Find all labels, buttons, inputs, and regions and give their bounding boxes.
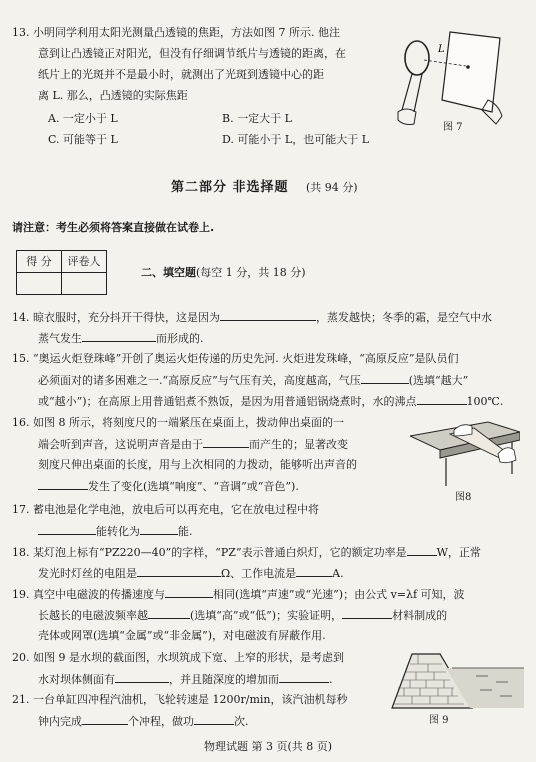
- notice-text: 请注意：考生必须将答案直接做在试卷上.: [12, 221, 215, 234]
- q17-line-2: 能转化为 能.: [38, 524, 193, 539]
- grader-header: 评卷人: [62, 251, 107, 273]
- q18-blank-1[interactable]: [407, 545, 437, 556]
- score-cell[interactable]: [17, 273, 62, 295]
- q16-line-1: 16. 如图 8 所示，将刻度尺的一端紧压在桌面上，拨动伸出桌面的一: [12, 416, 344, 429]
- q15-blank-2[interactable]: [417, 394, 467, 405]
- section-points: (共 94 分): [306, 181, 358, 194]
- q20-line-2: 水对坝体侧面有 ，并且随深度的增加而 .: [38, 673, 333, 686]
- q17-line-1: 17. 蓄电池是化学电池，放电后可以再充电，它在放电过程中将: [12, 503, 319, 516]
- part-note: (每空 1 分，共 18 分): [196, 266, 306, 279]
- q17-blank-2[interactable]: [140, 524, 178, 535]
- q18-line-1: 18. 某灯泡上标有“PZ220—40”的字样，“PZ”表示普通白炽灯，它的额定功率是 W，正常: [12, 546, 481, 559]
- q13-option-d: D. 可能小于 L，也可能大于 L: [222, 133, 370, 146]
- light-spot-icon: [466, 65, 470, 69]
- q16-line-3: 刻度尺伸出桌面的长度，用与上次相同的力拨动，能够听出声音的: [38, 458, 357, 471]
- q20-blank-1[interactable]: [115, 672, 169, 683]
- q21-blank-2[interactable]: [194, 714, 234, 725]
- q16-blank-2[interactable]: [38, 479, 88, 490]
- q15-line-2: 必须面对的诸多困难之一.“高原反应”与气压有关，高度越高，气压 (选填“越大”: [38, 374, 469, 387]
- paper-sheet-icon: [442, 32, 500, 112]
- q20-blank-2[interactable]: [279, 672, 329, 683]
- q13-option-a: A. 一定小于 L: [48, 112, 118, 125]
- figure-7-caption: 图 7: [443, 122, 463, 133]
- q18-line-2: 发光时灯丝的电阻是 Ω、工作电流是 A.: [38, 567, 344, 580]
- q19-blank-3[interactable]: [342, 608, 392, 619]
- q19-blank-1[interactable]: [165, 587, 213, 598]
- q14-blank-1[interactable]: [220, 310, 316, 321]
- q15-line-3: 或“越小”)；在高原上用普通铝煮不熟饭，是因为用普通铝锅烧煮时，水的沸点 100℃.: [38, 395, 504, 408]
- q16-blank-1[interactable]: [203, 437, 249, 448]
- q19-line-2: 长越长的电磁波频率越 (选填“高”或“低”)；实验证明， 材料制成的: [38, 609, 448, 622]
- q19-line-3: 壳体或网罩(选填“金属”或“非金属”)，对电磁波有屏蔽作用.: [38, 629, 326, 642]
- section-title: 第二部分 非选择题: [171, 180, 289, 195]
- grader-cell[interactable]: [62, 273, 107, 295]
- q13-line-2: 意到让凸透镜正对阳光，但没有仔细调节纸片与透镜的距离，在: [38, 47, 346, 60]
- figure-8-caption: 图8: [455, 492, 472, 503]
- q16-line-2: 端会听到声音，这说明声音是由于 而产生的；显著改变: [38, 438, 348, 451]
- figure-8-ruler-illustration: [410, 414, 520, 486]
- pressing-hand-icon: [454, 425, 472, 436]
- q21-blank-1[interactable]: [82, 714, 128, 725]
- hand-holding-lens-icon: [402, 74, 422, 112]
- q13-option-c: C. 可能等于 L: [48, 133, 118, 146]
- q13-line-1: 13. 小明同学利用太阳光测量凸透镜的焦距，方法如图 7 所示. 他注: [12, 26, 340, 39]
- score-header: 得 分: [17, 251, 62, 273]
- q13-option-b: B. 一定大于 L: [222, 112, 292, 125]
- q13-line-4: 离 L. 那么，凸透镜的实际焦距: [38, 89, 188, 102]
- q14-line-1: 14. 晾衣服时，充分抖开干得快，这是因为 ，蒸发越快；冬季的霜，是空气中水: [12, 311, 492, 324]
- page-footer: 物理试题 第 3 页(共 8 页): [203, 740, 333, 753]
- figure-7-lens-illustration: [392, 20, 510, 130]
- part-heading: 二、填空题(每空 1 分，共 18 分): [141, 266, 306, 279]
- q18-blank-3[interactable]: [296, 566, 332, 577]
- q21-line-2: 钟内完成 个冲程，做功 次.: [38, 715, 249, 728]
- score-table: [16, 250, 107, 295]
- q19-line-1: 19. 真空中电磁波的传播速度与 相同(选填“声速”或“光速”)；由公式 v=λf 可知，波: [12, 588, 465, 601]
- q19-blank-2[interactable]: [148, 608, 190, 619]
- q15-line-1: 15. “奥运火炬登珠峰”开创了奥运火炬传递的历史先河. 火炬进发珠峰，“高原反应”是队员们: [12, 352, 459, 365]
- q15-blank-1[interactable]: [361, 373, 409, 384]
- lens-icon: [405, 41, 429, 75]
- q16-line-4: 发生了变化(选填“响度”、“音调”或“音色”).: [38, 479, 299, 494]
- figure-9-caption: 图 9: [429, 715, 449, 726]
- q20-line-1: 20. 如图 9 是水坝的截面图，水坝筑成下宽、上窄的形状，是考虑到: [12, 651, 344, 664]
- q13-line-3: 纸片上的光斑并不是最小时，就测出了光斑到透镜中心的距: [38, 68, 324, 81]
- q14-line-2: 蒸气发生 而形成的.: [38, 332, 204, 345]
- q17-blank-1[interactable]: [38, 524, 96, 535]
- q21-line-1: 21. 一台单缸四冲程汽油机，飞轮转速是 1200r/min，该汽油机每秒: [12, 693, 348, 706]
- figure-7-label-l: L: [438, 44, 445, 55]
- q18-blank-2[interactable]: [137, 566, 221, 577]
- q14-blank-2[interactable]: [82, 331, 156, 342]
- figure-9-dam-illustration: [388, 650, 526, 712]
